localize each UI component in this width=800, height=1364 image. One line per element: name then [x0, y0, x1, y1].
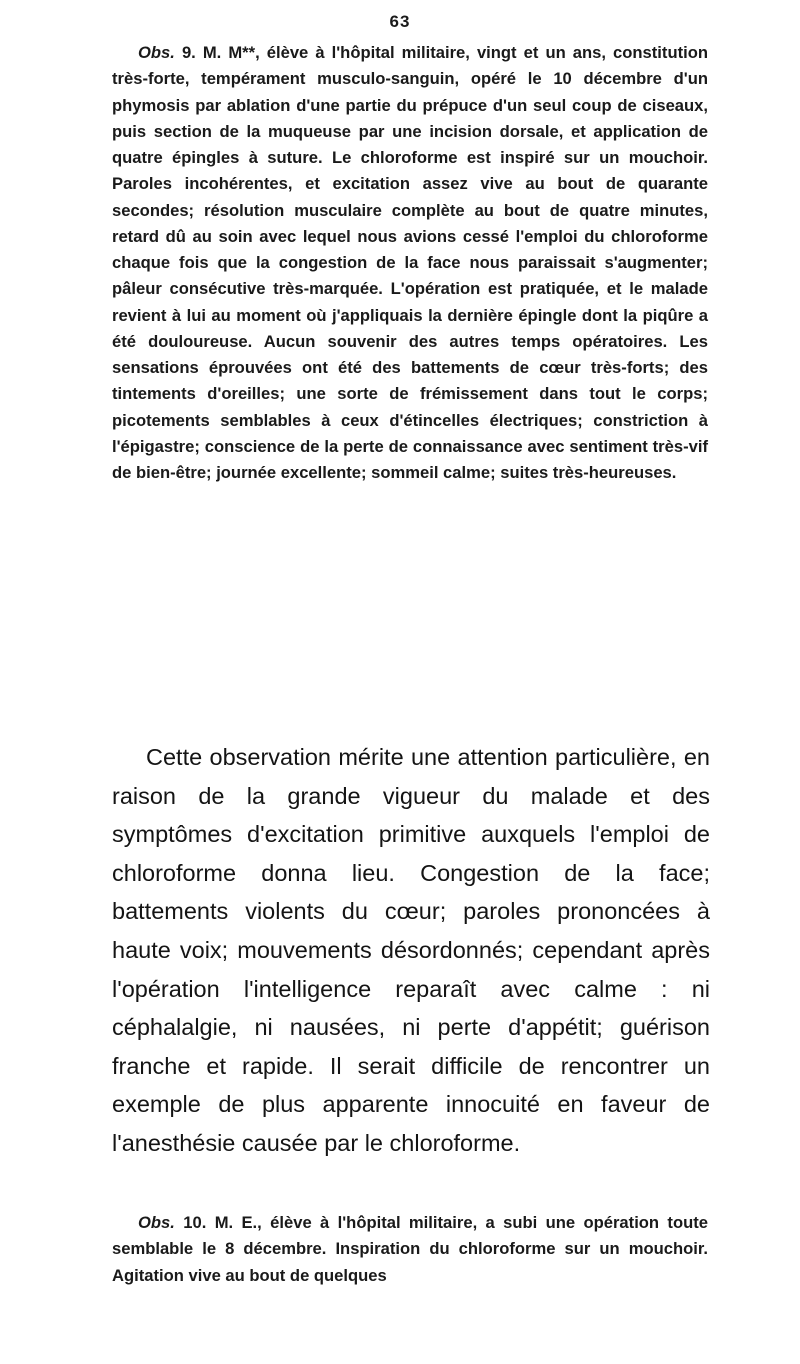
commentary-paragraph — [112, 738, 710, 1163]
observation-10-label: Obs. — [138, 1213, 175, 1232]
commentary-text: Cette observation mérite une attention particulière, en raison de la grande vigueur du malade et des symptômes d'excitation primitive auxquels l'emploi de chloroforme donna lieu. Congestion de la face; battements violents du cœur; paroles prononcées à haute voix; mouvements désordonnés; cependant après l'opération l'intelligence reparaît avec calme : ni céphalalgie, ni nausées, ni perte d'appétit; guérison franche et rapide. Il serait difficile de rencontrer un exemple de plus apparente innocuité en faveur de l'anesthésie causée par le chloroforme. — [112, 744, 710, 1156]
observation-9-text: 9. M. M**, élève à l'hôpital militaire, vingt et un ans, constitution très-forte, tempérament musculo-sanguin, opéré le 10 décembre d'un phymosis par ablation d'une partie du prépuce d'un seul coup de ciseaux, puis section de la muqueuse par une incision dorsale, et application de quatre épingles à suture. Le chloroforme est inspiré sur un mouchoir. Paroles incohérentes, et excitation assez vive au bout de quarante secondes; résolution musculaire complète au bout de quatre minutes, retard dû au soin avec lequel nous avions cessé l'emploi du chloroforme chaque fois que la congestion de la face nous paraissait s'augmenter; pâleur consécutive très-marquée. L'opération est pratiquée, et le malade revient à lui au moment où j'appliquais la dernière épingle dont la piqûre a été douloureuse. Aucun souvenir des autres temps opératoires. Les sensations éprouvées ont été des battements de cœur très-forts; des tintements d'oreilles; une sorte de frémissement dans tout le corps; picotements semblables à ceux d'étincelles électriques; constriction à l'épigastre; conscience de la perte de connaissance avec sentiment très-vif de bien-être; journée excellente; sommeil calme; suites très-heureuses. — [112, 43, 708, 482]
observation-9-label: Obs. — [138, 43, 175, 62]
observation-10 — [112, 1210, 708, 1289]
observation-10-text: 10. M. E., élève à l'hôpital militaire, a subi une opération toute semblable le 8 décembre. Inspiration du chloroforme sur un mouchoir. Agitation vive au bout de quelques — [112, 1213, 708, 1285]
observation-9 — [112, 40, 708, 486]
page-number: 63 — [389, 12, 411, 31]
